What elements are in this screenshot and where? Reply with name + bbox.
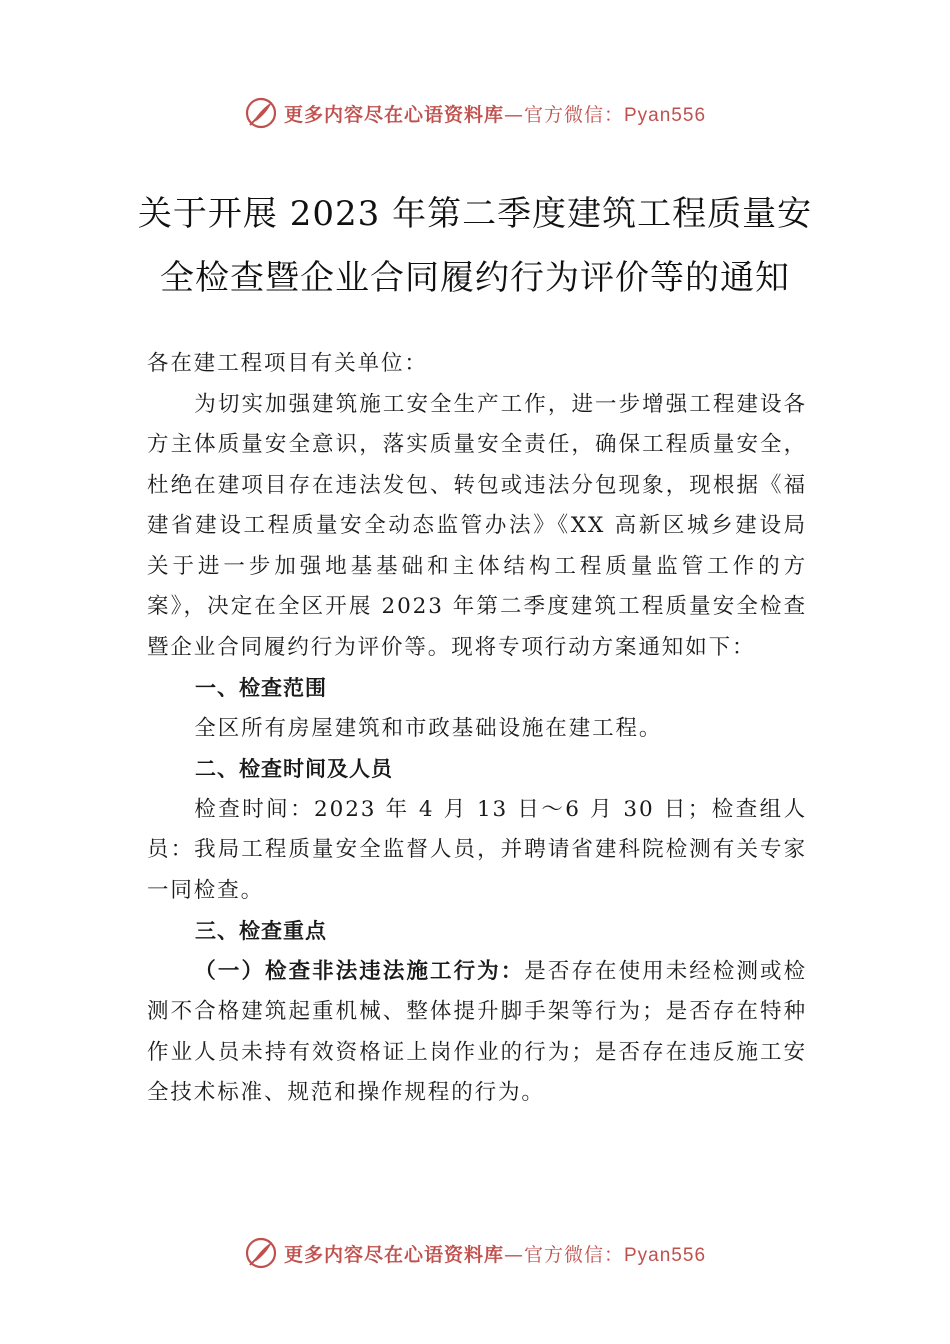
section-heading-focus: 三、检查重点 — [195, 919, 327, 943]
intro-paragraph: 为切实加强建筑施工安全生产工作，进一步增强工程建设各方主体质量安全意识，落实质量安全责任，确保工程质量安全，杜绝在建项目存在违法发包、转包或违法分包现象，现根据《福建省建设工程质量安全动态监管办法》《XX 高新区城乡建设局关于进一步加强地基基础和主体结构工程质量监管工作的方案》，决定在全区开展 2023 年第二季度建筑工程质量安全检查暨企业合同履约行为评价等。现将专项行动方案通知如下： — [147, 391, 807, 660]
feather-quill-logo-icon — [244, 96, 278, 130]
watermark-header — [0, 96, 950, 130]
document-body — [147, 344, 807, 1114]
document-title — [120, 182, 830, 310]
section-text-scope: 全区所有房屋建筑和市政基础设施在建工程。 — [194, 715, 663, 741]
section-heading-scope: 一、检查范围 — [195, 676, 327, 700]
section-heading-time: 二、检查时间及人员 — [195, 757, 393, 781]
watermark-text: 更多内容尽在心语资料库—官方微信：Pyan556 — [283, 1243, 707, 1266]
section-text-focus — [147, 952, 807, 1114]
feather-quill-logo-icon — [244, 1236, 278, 1270]
section-text-time: 检查时间：2023 年 4 月 13 日～6 月 30 日；检查组人员：我局工程质量安全监督人员，并聘请省建科院检测有关专家一同检查。 — [147, 796, 807, 903]
title-line-1: 关于开展 2023 年第二季度建筑工程质量安 — [137, 194, 813, 234]
subsection-lead: （一）检查非法违法施工行为： — [194, 958, 525, 984]
watermark-text: 更多内容尽在心语资料库—官方微信：Pyan556 — [283, 103, 707, 126]
title-line-2: 全检查暨企业合同履约行为评价等的通知 — [160, 258, 790, 298]
subsection-text: 是否存在使用未经检测或检测不合格建筑起重机械、整体提升脚手架等行为；是否存在特种作业人员未持有效资格证上岗作业的行为；是否存在违反施工安全技术标准、规范和操作规程的行为。 — [147, 958, 807, 1105]
watermark-footer — [0, 1236, 950, 1270]
salutation: 各在建工程项目有关单位： — [147, 351, 428, 376]
